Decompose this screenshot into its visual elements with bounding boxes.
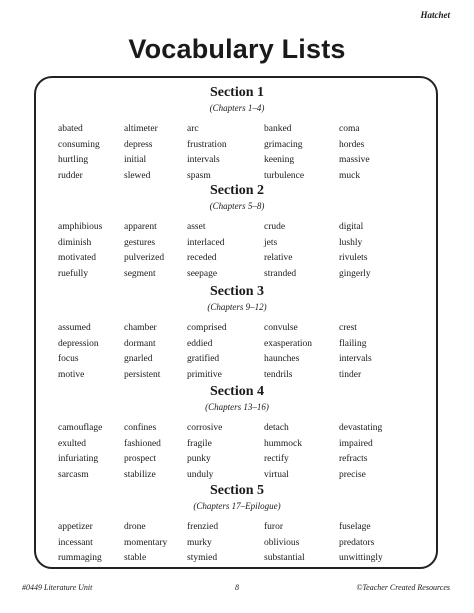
vocabulary-word: momentary — [124, 537, 168, 548]
page-title: Vocabulary Lists — [128, 34, 346, 64]
vocabulary-word: comprised — [187, 323, 227, 333]
vocabulary-word: hordes — [339, 139, 365, 150]
vocabulary-word: rummaging — [58, 553, 102, 564]
vocabulary-word: fragile — [187, 438, 212, 449]
vocabulary-word: spasm — [187, 171, 211, 182]
word-grid — [58, 321, 419, 384]
section-1 — [0, 85, 474, 182]
section-4 — [0, 384, 474, 481]
vocabulary-word: receded — [187, 253, 217, 264]
vocabulary-word: exulted — [58, 438, 86, 449]
vocabulary-word: initial — [124, 155, 147, 166]
vocabulary-word: depress — [124, 139, 153, 150]
vocabulary-word: digital — [339, 222, 364, 232]
vocabulary-word: unwittingly — [339, 553, 383, 564]
vocabulary-word: exasperation — [264, 338, 313, 349]
section-chapters: (Chapters 5–8) — [209, 201, 265, 211]
vocabulary-word: relative — [264, 253, 293, 264]
footer-right: ©Teacher Created Resources — [356, 583, 450, 592]
book-title-header: Hatchet — [420, 10, 450, 20]
vocabulary-word: pulverized — [124, 253, 165, 264]
vocabulary-word: fuselage — [339, 522, 371, 532]
section-3 — [0, 284, 474, 381]
vocabulary-word: depression — [58, 338, 99, 349]
vocabulary-word: grimacing — [264, 139, 303, 150]
vocabulary-word: rivulets — [339, 253, 368, 264]
vocabulary-word: motivated — [58, 253, 96, 264]
vocabulary-word: apparent — [124, 222, 157, 232]
vocabulary-word: tendrils — [264, 370, 293, 381]
vocabulary-word: fashioned — [124, 438, 161, 449]
vocabulary-word: muck — [339, 171, 361, 182]
vocabulary-word: massive — [339, 155, 370, 166]
vocabulary-word: consuming — [58, 139, 100, 150]
vocabulary-word: oblivious — [264, 537, 300, 548]
vocabulary-word: lushly — [339, 237, 363, 248]
vocabulary-word: substantial — [264, 553, 305, 564]
section-title: Section 3 — [209, 284, 265, 299]
word-grid — [58, 220, 419, 283]
vocabulary-word: frenzied — [187, 522, 219, 532]
section-chapters: (Chapters 9–12) — [207, 302, 267, 312]
vocabulary-word: rectify — [264, 454, 289, 465]
vocabulary-word: banked — [264, 124, 292, 134]
section-title: Section 2 — [209, 183, 265, 198]
word-grid — [58, 421, 419, 484]
vocabulary-word: gestures — [124, 237, 156, 248]
vocabulary-word: crude — [264, 222, 286, 232]
vocabulary-word: haunches — [264, 354, 300, 365]
vocabulary-word: hummock — [264, 438, 302, 449]
vocabulary-word: flailing — [339, 338, 367, 349]
section-title: Section 5 — [209, 483, 265, 498]
section-chapters: (Chapters 13–16) — [205, 402, 269, 412]
vocabulary-word: diminish — [58, 237, 92, 248]
vocabulary-word: turbulence — [264, 171, 305, 182]
vocabulary-word: arc — [187, 124, 199, 134]
vocabulary-word: punky — [187, 454, 211, 465]
vocabulary-word: eddied — [187, 338, 213, 349]
vocabulary-word: appetizer — [58, 522, 93, 532]
vocabulary-word: amphibious — [58, 222, 103, 232]
vocabulary-word: assumed — [58, 323, 91, 333]
vocabulary-word: infuriating — [58, 454, 99, 465]
vocabulary-word: incessant — [58, 537, 93, 548]
vocabulary-word: frustration — [187, 139, 227, 150]
vocabulary-word: stable — [124, 553, 147, 564]
vocabulary-word: slewed — [124, 171, 151, 182]
vocabulary-word: sarcasm — [58, 470, 89, 481]
vocabulary-word: rudder — [58, 171, 83, 182]
vocabulary-word: ruefully — [58, 269, 89, 280]
vocabulary-word: gnarled — [124, 354, 153, 365]
vocabulary-word: furor — [264, 522, 283, 532]
vocabulary-word: coma — [339, 124, 360, 134]
vocabulary-word: segment — [124, 269, 156, 280]
vocabulary-word: intervals — [339, 354, 372, 365]
vocabulary-word: devastating — [339, 423, 383, 433]
vocabulary-word: chamber — [124, 323, 157, 333]
footer-left: #0449 Literature Unit — [22, 583, 93, 592]
vocabulary-word: altimeter — [124, 124, 158, 134]
footer-page-number: 8 — [235, 583, 239, 592]
vocabulary-word: motive — [58, 370, 85, 381]
vocabulary-word: unduly — [187, 470, 214, 481]
vocabulary-word: gratified — [187, 354, 220, 365]
vocabulary-word: asset — [187, 222, 206, 232]
vocabulary-word: tinder — [339, 370, 362, 381]
section-chapters: (Chapters 17–Epilogue) — [193, 501, 281, 511]
vocabulary-word: precise — [339, 470, 366, 481]
section-title: Section 1 — [209, 85, 265, 100]
vocabulary-word: stranded — [264, 269, 297, 280]
vocabulary-word: abated — [58, 124, 83, 134]
vocabulary-word: murky — [187, 537, 212, 548]
vocabulary-word: detach — [264, 423, 289, 433]
word-grid — [58, 520, 419, 567]
vocabulary-word: drone — [124, 522, 146, 532]
vocabulary-word: interlaced — [187, 237, 225, 248]
vocabulary-word: stabilize — [124, 470, 156, 481]
section-chapters: (Chapters 1–4) — [209, 103, 265, 113]
vocabulary-word: dormant — [124, 338, 156, 349]
vocabulary-word: focus — [58, 354, 79, 365]
vocabulary-word: camouflage — [58, 423, 103, 433]
vocabulary-word: persistent — [124, 370, 161, 381]
vocabulary-word: gingerly — [339, 269, 371, 280]
section-title: Section 4 — [209, 384, 265, 399]
vocabulary-word: confines — [124, 423, 157, 433]
vocabulary-word: jets — [264, 237, 278, 248]
vocabulary-word: intervals — [187, 155, 220, 166]
vocabulary-word: prospect — [124, 454, 157, 465]
vocabulary-word: keening — [264, 155, 295, 166]
section-5 — [0, 483, 474, 564]
vocabulary-word: primitive — [187, 370, 222, 381]
vocabulary-word: refracts — [339, 454, 368, 465]
vocabulary-word: predators — [339, 537, 375, 548]
section-2 — [0, 183, 474, 280]
vocabulary-word: corrosive — [187, 423, 223, 433]
vocabulary-word: convulse — [264, 323, 298, 333]
word-grid — [58, 122, 419, 185]
vocabulary-word: seepage — [187, 269, 218, 280]
vocabulary-word: hurtling — [58, 155, 89, 166]
vocabulary-word: stymied — [187, 553, 218, 564]
vocabulary-word: impaired — [339, 438, 373, 449]
vocabulary-word: crest — [339, 323, 357, 333]
vocabulary-word: virtual — [264, 470, 289, 481]
